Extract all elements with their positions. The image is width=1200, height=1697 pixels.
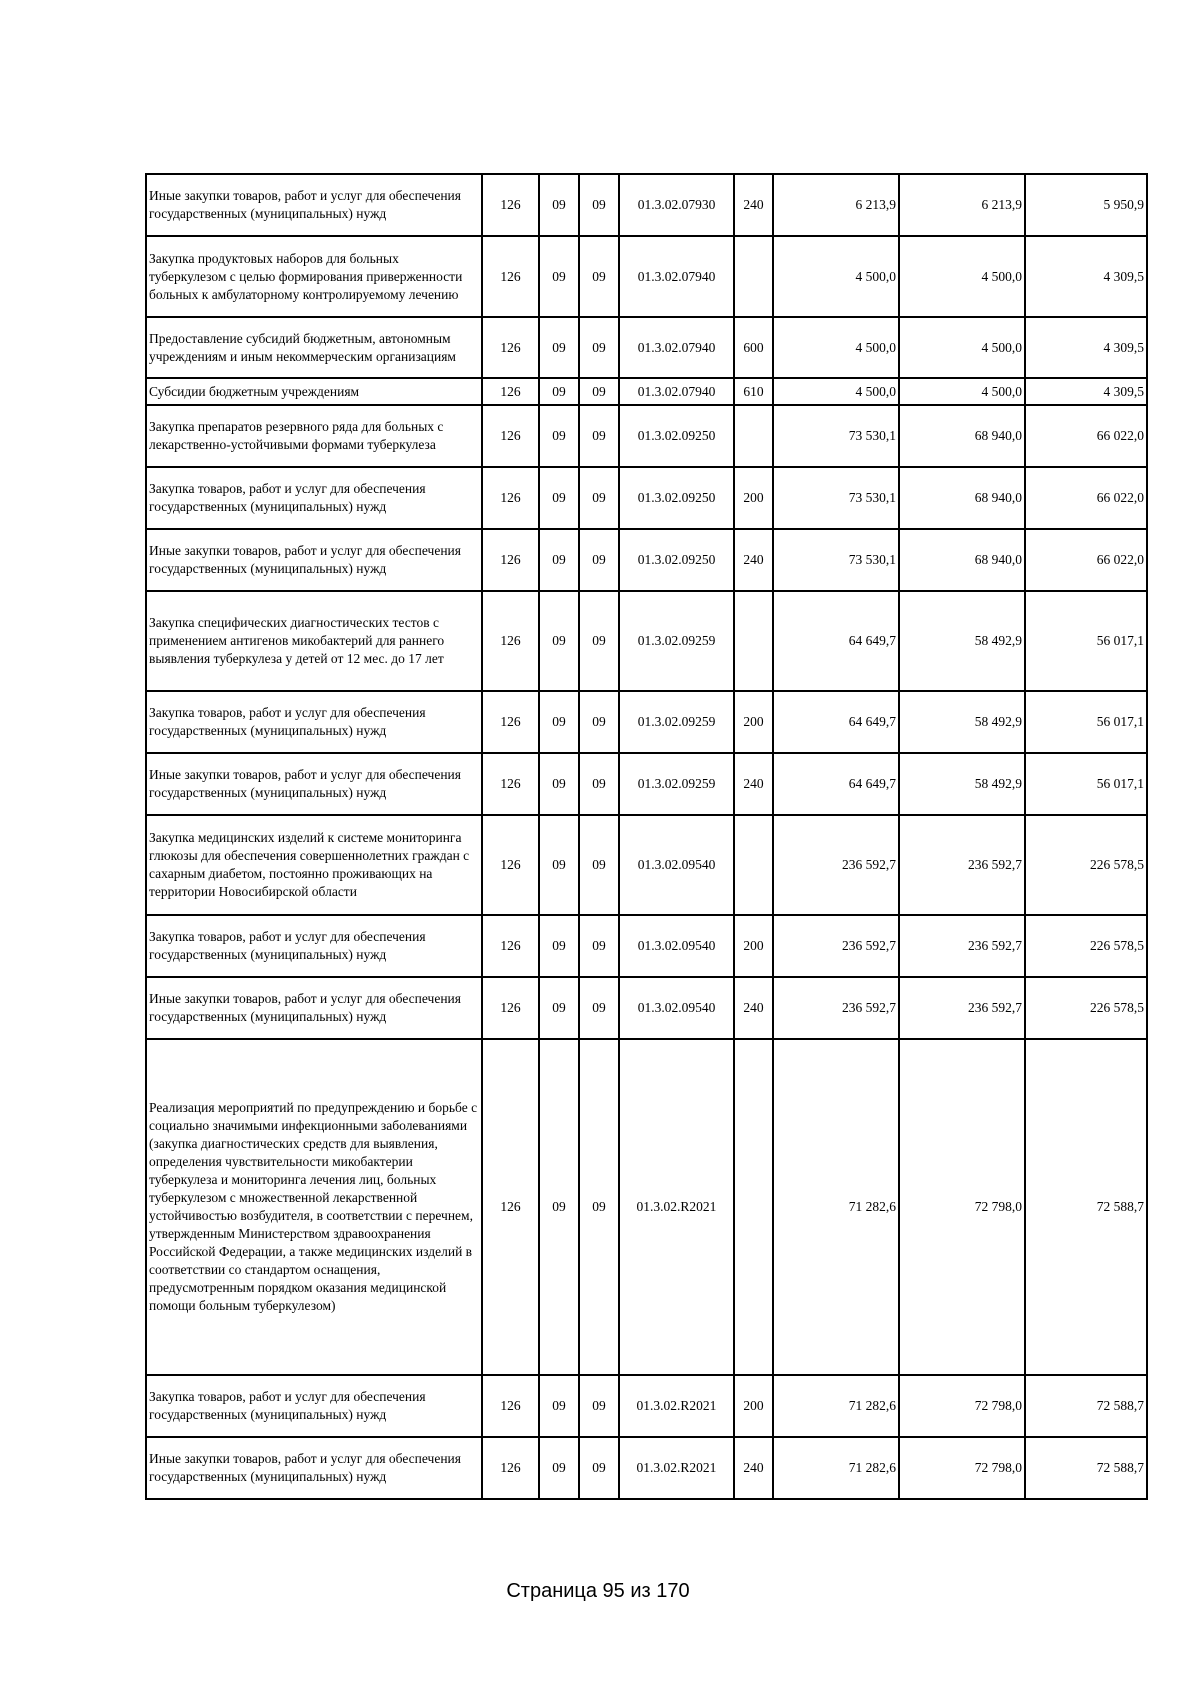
table-body [146, 174, 1147, 1499]
section-code: 09 [539, 467, 579, 529]
target-article-code: 01.3.02.R2021 [619, 1375, 734, 1437]
expense-type-code [734, 236, 773, 317]
row-name: Закупка медицинских изделий к системе мониторинга глюкозы для обеспечения совершеннолетних граждан с сахарным диабетом, постоянно проживающих на территории Новосибирской области [146, 815, 482, 915]
amount-year-1: 71 282,6 [773, 1375, 899, 1437]
amount-year-3: 66 022,0 [1025, 405, 1147, 467]
target-article-code: 01.3.02.09540 [619, 915, 734, 977]
amount-year-2: 236 592,7 [899, 815, 1025, 915]
row-name: Закупка препаратов резервного ряда для больных с лекарственно-устойчивыми формами туберкулеза [146, 405, 482, 467]
expense-type-code [734, 1039, 773, 1375]
expense-type-code: 200 [734, 691, 773, 753]
target-article-code: 01.3.02.R2021 [619, 1039, 734, 1375]
target-article-code: 01.3.02.09259 [619, 753, 734, 815]
amount-year-1: 71 282,6 [773, 1039, 899, 1375]
amount-year-2: 236 592,7 [899, 977, 1025, 1039]
table-row [146, 467, 1147, 529]
amount-year-3: 4 309,5 [1025, 236, 1147, 317]
section-code: 09 [539, 1437, 579, 1499]
amount-year-1: 71 282,6 [773, 1437, 899, 1499]
row-name: Реализация мероприятий по предупреждению и борьбе с социально значимыми инфекционными заболеваниями (закупка диагностических средств для выявления, определения чувствительности микобактерии туберкулеза и мониторинга лечения лиц, больных туберкулезом с множественной лекарственной устойчивостью возбудителя, в соответствии с перечнем, утвержденным Министерством здравоохранения Российской Федерации, а также медицинских изделий в соответствии со стандартом оснащения, предусмотренным порядком оказания медицинской помощи больным туберкулезом) [146, 1039, 482, 1375]
amount-year-3: 66 022,0 [1025, 467, 1147, 529]
subsection-code: 09 [579, 467, 619, 529]
expense-type-code: 200 [734, 1375, 773, 1437]
target-article-code: 01.3.02.09540 [619, 815, 734, 915]
table-row [146, 236, 1147, 317]
amount-year-2: 72 798,0 [899, 1437, 1025, 1499]
table-row [146, 529, 1147, 591]
ministry-code: 126 [482, 1437, 539, 1499]
section-code: 09 [539, 1375, 579, 1437]
amount-year-1: 64 649,7 [773, 591, 899, 691]
subsection-code: 09 [579, 691, 619, 753]
target-article-code: 01.3.02.09250 [619, 467, 734, 529]
target-article-code: 01.3.02.R2021 [619, 1437, 734, 1499]
row-name: Закупка специфических диагностических тестов с применением антигенов микобактерий для раннего выявления туберкулеза у детей от 12 мес. до 17 лет [146, 591, 482, 691]
section-code: 09 [539, 317, 579, 378]
subsection-code: 09 [579, 529, 619, 591]
table-row [146, 691, 1147, 753]
amount-year-3: 226 578,5 [1025, 815, 1147, 915]
amount-year-2: 58 492,9 [899, 691, 1025, 753]
expense-type-code [734, 815, 773, 915]
row-name: Иные закупки товаров, работ и услуг для обеспечения государственных (муниципальных) нужд [146, 1437, 482, 1499]
subsection-code: 09 [579, 591, 619, 691]
amount-year-2: 4 500,0 [899, 317, 1025, 378]
row-name: Закупка товаров, работ и услуг для обеспечения государственных (муниципальных) нужд [146, 467, 482, 529]
amount-year-3: 4 309,5 [1025, 378, 1147, 405]
section-code: 09 [539, 1039, 579, 1375]
target-article-code: 01.3.02.09250 [619, 405, 734, 467]
ministry-code: 126 [482, 1375, 539, 1437]
table-row [146, 815, 1147, 915]
section-code: 09 [539, 174, 579, 236]
amount-year-1: 73 530,1 [773, 405, 899, 467]
subsection-code: 09 [579, 1375, 619, 1437]
amount-year-1: 64 649,7 [773, 753, 899, 815]
amount-year-3: 226 578,5 [1025, 915, 1147, 977]
section-code: 09 [539, 236, 579, 317]
row-name: Закупка товаров, работ и услуг для обеспечения государственных (муниципальных) нужд [146, 691, 482, 753]
ministry-code: 126 [482, 378, 539, 405]
amount-year-2: 58 492,9 [899, 753, 1025, 815]
amount-year-1: 73 530,1 [773, 467, 899, 529]
subsection-code: 09 [579, 753, 619, 815]
ministry-code: 126 [482, 317, 539, 378]
section-code: 09 [539, 977, 579, 1039]
ministry-code: 126 [482, 815, 539, 915]
expense-type-code: 240 [734, 174, 773, 236]
amount-year-1: 4 500,0 [773, 317, 899, 378]
row-name: Закупка товаров, работ и услуг для обеспечения государственных (муниципальных) нужд [146, 915, 482, 977]
amount-year-2: 58 492,9 [899, 591, 1025, 691]
amount-year-2: 4 500,0 [899, 378, 1025, 405]
row-name: Предоставление субсидий бюджетным, автономным учреждениям и иным некоммерческим организациям [146, 317, 482, 378]
table-row [146, 591, 1147, 691]
section-code: 09 [539, 691, 579, 753]
row-name: Закупка продуктовых наборов для больных туберкулезом с целью формирования приверженности больных к амбулаторному контролируемому лечению [146, 236, 482, 317]
table-row [146, 1437, 1147, 1499]
amount-year-2: 4 500,0 [899, 236, 1025, 317]
ministry-code: 126 [482, 236, 539, 317]
page-footer [0, 1580, 1200, 1603]
row-name: Иные закупки товаров, работ и услуг для обеспечения государственных (муниципальных) нужд [146, 753, 482, 815]
section-code: 09 [539, 915, 579, 977]
table-row [146, 977, 1147, 1039]
subsection-code: 09 [579, 174, 619, 236]
row-name: Субсидии бюджетным учреждениям [146, 378, 482, 405]
budget-table [145, 173, 1148, 1500]
section-code: 09 [539, 405, 579, 467]
ministry-code: 126 [482, 1039, 539, 1375]
target-article-code: 01.3.02.09540 [619, 977, 734, 1039]
ministry-code: 126 [482, 691, 539, 753]
subsection-code: 09 [579, 1039, 619, 1375]
subsection-code: 09 [579, 405, 619, 467]
target-article-code: 01.3.02.09259 [619, 691, 734, 753]
table-row [146, 174, 1147, 236]
row-name: Закупка товаров, работ и услуг для обеспечения государственных (муниципальных) нужд [146, 1375, 482, 1437]
amount-year-2: 72 798,0 [899, 1375, 1025, 1437]
amount-year-3: 56 017,1 [1025, 591, 1147, 691]
section-code: 09 [539, 378, 579, 405]
expense-type-code: 240 [734, 1437, 773, 1499]
section-code: 09 [539, 815, 579, 915]
subsection-code: 09 [579, 915, 619, 977]
target-article-code: 01.3.02.07940 [619, 317, 734, 378]
subsection-code: 09 [579, 815, 619, 915]
table-row [146, 378, 1147, 405]
target-article-code: 01.3.02.09259 [619, 591, 734, 691]
amount-year-1: 236 592,7 [773, 815, 899, 915]
amount-year-1: 236 592,7 [773, 915, 899, 977]
amount-year-3: 72 588,7 [1025, 1437, 1147, 1499]
table-row [146, 1375, 1147, 1437]
amount-year-3: 226 578,5 [1025, 977, 1147, 1039]
row-name: Иные закупки товаров, работ и услуг для обеспечения государственных (муниципальных) нужд [146, 174, 482, 236]
row-name: Иные закупки товаров, работ и услуг для обеспечения государственных (муниципальных) нужд [146, 529, 482, 591]
expense-type-code: 240 [734, 977, 773, 1039]
ministry-code: 126 [482, 591, 539, 691]
expense-type-code: 240 [734, 529, 773, 591]
target-article-code: 01.3.02.07940 [619, 236, 734, 317]
table-row [146, 1039, 1147, 1375]
section-code: 09 [539, 591, 579, 691]
section-code: 09 [539, 529, 579, 591]
amount-year-3: 66 022,0 [1025, 529, 1147, 591]
expense-type-code: 610 [734, 378, 773, 405]
ministry-code: 126 [482, 529, 539, 591]
target-article-code: 01.3.02.07930 [619, 174, 734, 236]
table-row [146, 405, 1147, 467]
table-row [146, 915, 1147, 977]
amount-year-1: 4 500,0 [773, 378, 899, 405]
row-name: Иные закупки товаров, работ и услуг для обеспечения государственных (муниципальных) нужд [146, 977, 482, 1039]
amount-year-1: 4 500,0 [773, 236, 899, 317]
amount-year-3: 72 588,7 [1025, 1375, 1147, 1437]
table-row [146, 317, 1147, 378]
amount-year-1: 64 649,7 [773, 691, 899, 753]
amount-year-3: 56 017,1 [1025, 691, 1147, 753]
expense-type-code: 200 [734, 467, 773, 529]
subsection-code: 09 [579, 378, 619, 405]
expense-type-code: 600 [734, 317, 773, 378]
amount-year-2: 72 798,0 [899, 1039, 1025, 1375]
amount-year-2: 236 592,7 [899, 915, 1025, 977]
subsection-code: 09 [579, 317, 619, 378]
amount-year-1: 6 213,9 [773, 174, 899, 236]
ministry-code: 126 [482, 753, 539, 815]
subsection-code: 09 [579, 1437, 619, 1499]
amount-year-2: 68 940,0 [899, 467, 1025, 529]
page-number: Страница 95 из 170 [506, 1580, 690, 1602]
subsection-code: 09 [579, 977, 619, 1039]
amount-year-3: 4 309,5 [1025, 317, 1147, 378]
amount-year-2: 68 940,0 [899, 405, 1025, 467]
amount-year-3: 5 950,9 [1025, 174, 1147, 236]
target-article-code: 01.3.02.07940 [619, 378, 734, 405]
amount-year-2: 6 213,9 [899, 174, 1025, 236]
amount-year-1: 73 530,1 [773, 529, 899, 591]
table-row [146, 753, 1147, 815]
expense-type-code: 200 [734, 915, 773, 977]
amount-year-3: 72 588,7 [1025, 1039, 1147, 1375]
amount-year-1: 236 592,7 [773, 977, 899, 1039]
ministry-code: 126 [482, 174, 539, 236]
amount-year-2: 68 940,0 [899, 529, 1025, 591]
section-code: 09 [539, 753, 579, 815]
expense-type-code [734, 405, 773, 467]
expense-type-code: 240 [734, 753, 773, 815]
subsection-code: 09 [579, 236, 619, 317]
amount-year-3: 56 017,1 [1025, 753, 1147, 815]
target-article-code: 01.3.02.09250 [619, 529, 734, 591]
ministry-code: 126 [482, 405, 539, 467]
ministry-code: 126 [482, 977, 539, 1039]
ministry-code: 126 [482, 467, 539, 529]
ministry-code: 126 [482, 915, 539, 977]
expense-type-code [734, 591, 773, 691]
